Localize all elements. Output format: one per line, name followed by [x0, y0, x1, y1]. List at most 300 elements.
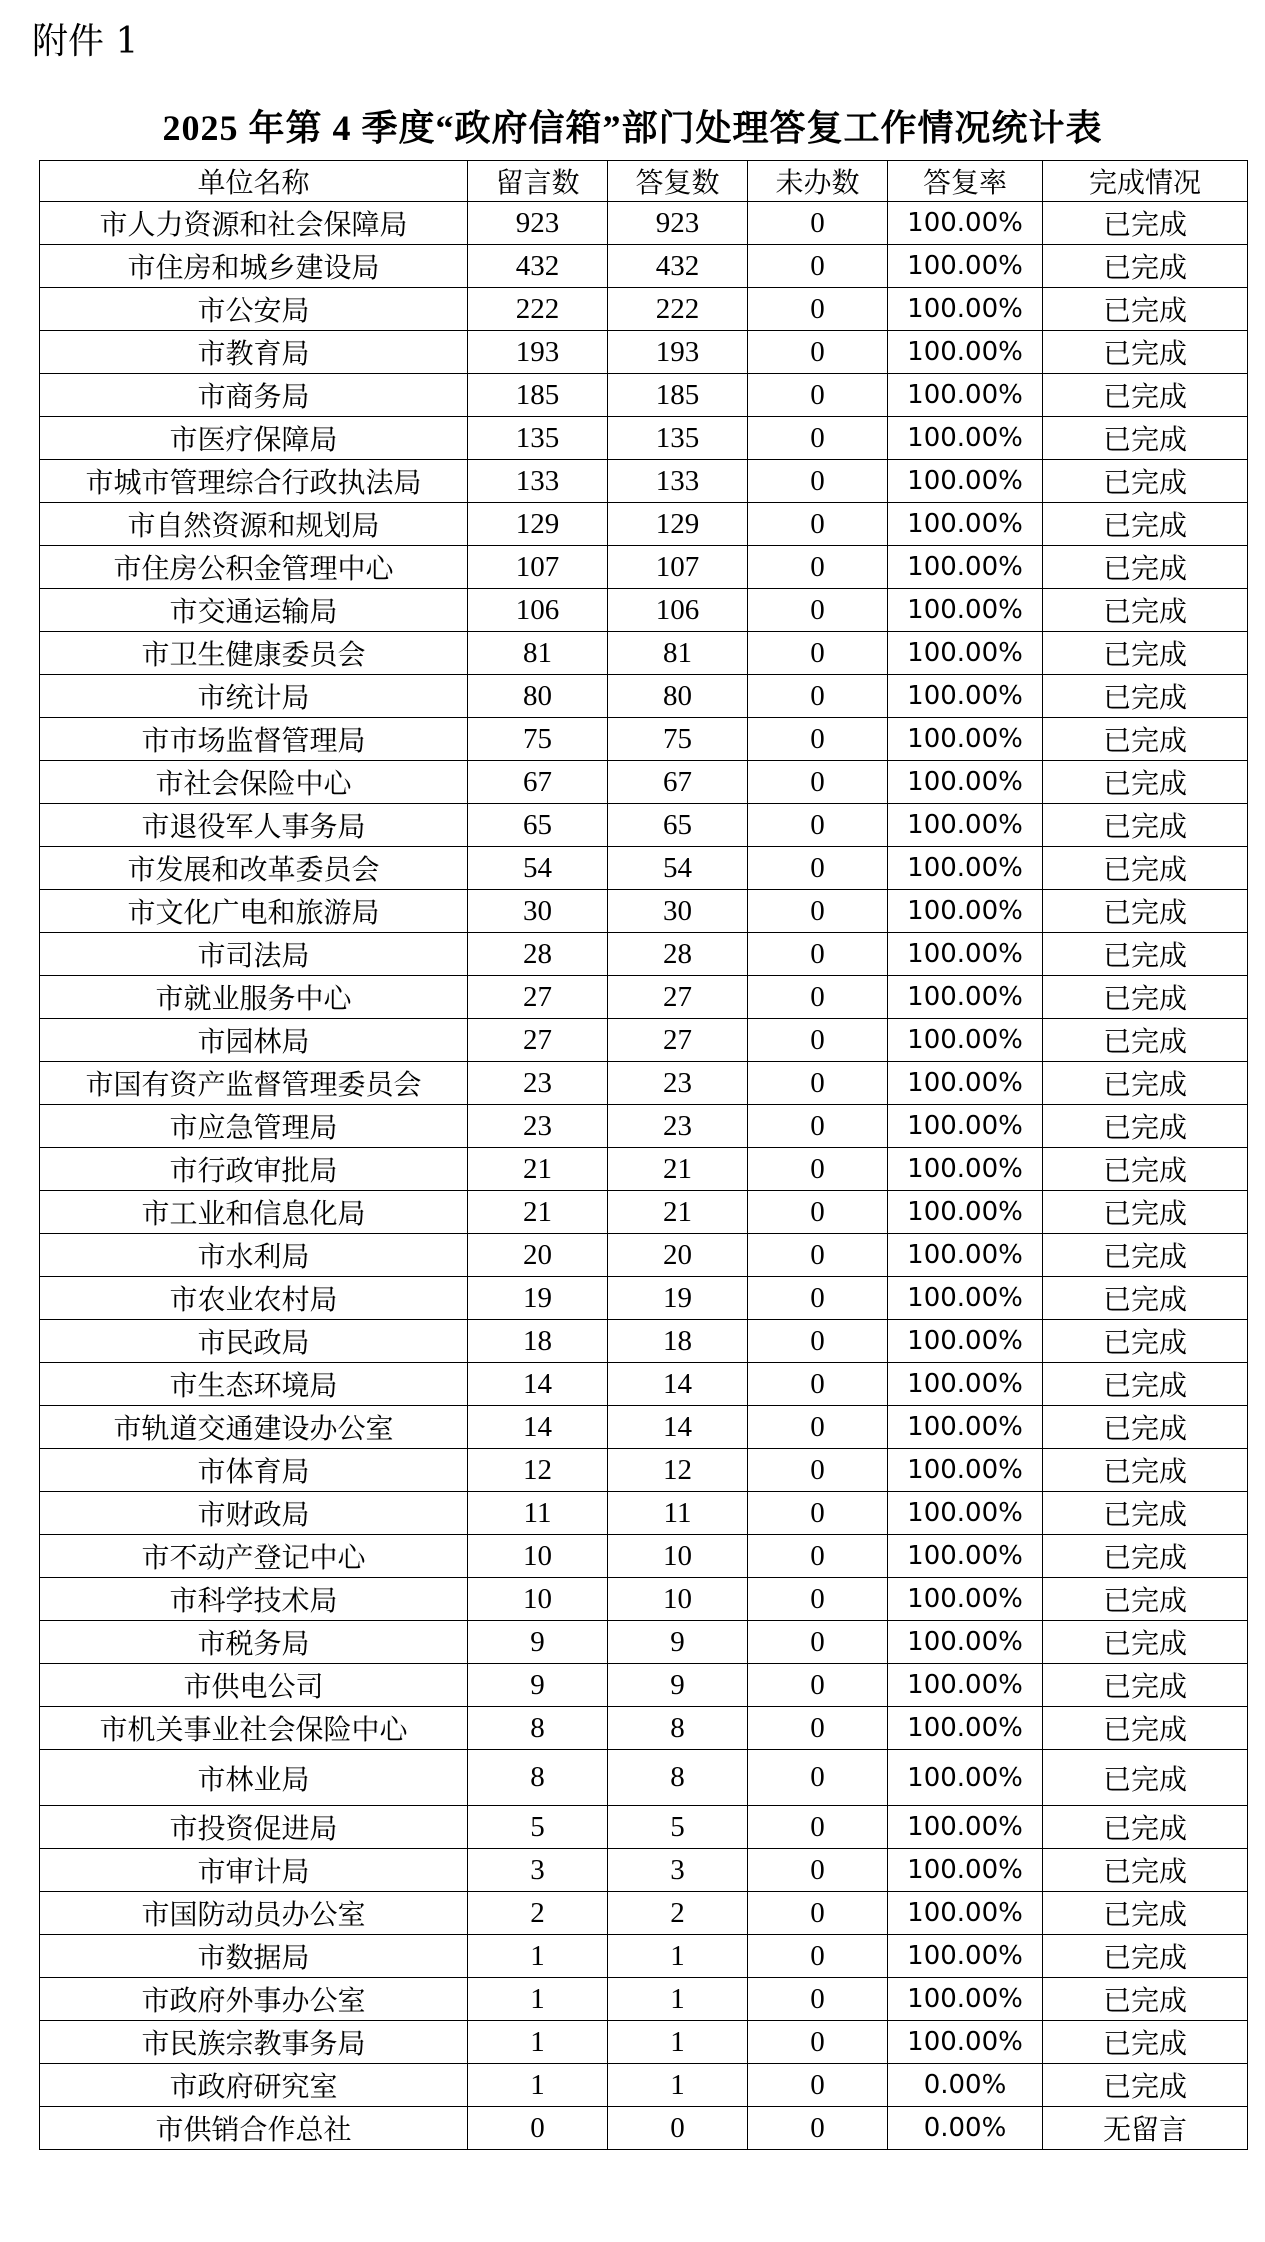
- cell-replies: 23: [608, 1062, 748, 1105]
- cell-replies: 27: [608, 976, 748, 1019]
- cell-replies: 432: [608, 245, 748, 288]
- cell-status: 已完成: [1043, 1062, 1248, 1105]
- cell-messages: 107: [468, 546, 608, 589]
- cell-unit-name: 市供电公司: [40, 1664, 468, 1707]
- cell-reply-rate: 100.00%: [888, 1664, 1043, 1707]
- cell-unit-name: 市发展和改革委员会: [40, 847, 468, 890]
- cell-messages: 222: [468, 288, 608, 331]
- cell-pending: 0: [748, 1892, 888, 1935]
- cell-pending: 0: [748, 1978, 888, 2021]
- cell-unit-name: 市机关事业社会保险中心: [40, 1707, 468, 1750]
- cell-status: 已完成: [1043, 1806, 1248, 1849]
- table-row: [40, 1105, 1248, 1148]
- cell-reply-rate: 100.00%: [888, 1062, 1043, 1105]
- cell-status: 已完成: [1043, 245, 1248, 288]
- table-row: [40, 1449, 1248, 1492]
- table-row: [40, 417, 1248, 460]
- cell-unit-name: 市工业和信息化局: [40, 1191, 468, 1234]
- cell-reply-rate: 100.00%: [888, 1277, 1043, 1320]
- table-header: [40, 161, 1248, 202]
- cell-status: 已完成: [1043, 546, 1248, 589]
- table-row: [40, 933, 1248, 976]
- cell-status: 已完成: [1043, 331, 1248, 374]
- table-row: [40, 1320, 1248, 1363]
- cell-status: 已完成: [1043, 2021, 1248, 2064]
- cell-messages: 1: [468, 2021, 608, 2064]
- cell-replies: 9: [608, 1621, 748, 1664]
- cell-replies: 1: [608, 2021, 748, 2064]
- cell-pending: 0: [748, 460, 888, 503]
- cell-reply-rate: 100.00%: [888, 976, 1043, 1019]
- statistics-table: [39, 160, 1248, 2150]
- cell-pending: 0: [748, 1449, 888, 1492]
- cell-unit-name: 市税务局: [40, 1621, 468, 1664]
- cell-reply-rate: 100.00%: [888, 1320, 1043, 1363]
- table-row: [40, 761, 1248, 804]
- cell-messages: 23: [468, 1105, 608, 1148]
- table-row: [40, 1806, 1248, 1849]
- cell-unit-name: 市轨道交通建设办公室: [40, 1406, 468, 1449]
- cell-status: 已完成: [1043, 1492, 1248, 1535]
- cell-replies: 10: [608, 1535, 748, 1578]
- table-row: [40, 546, 1248, 589]
- cell-pending: 0: [748, 2064, 888, 2107]
- cell-status: 已完成: [1043, 589, 1248, 632]
- cell-unit-name: 市就业服务中心: [40, 976, 468, 1019]
- cell-replies: 11: [608, 1492, 748, 1535]
- cell-unit-name: 市审计局: [40, 1849, 468, 1892]
- attachment-label: 附件 1: [32, 21, 139, 62]
- cell-replies: 133: [608, 460, 748, 503]
- table-row: [40, 632, 1248, 675]
- cell-pending: 0: [748, 1707, 888, 1750]
- table-row: [40, 2064, 1248, 2107]
- cell-messages: 14: [468, 1406, 608, 1449]
- cell-status: 已完成: [1043, 288, 1248, 331]
- cell-replies: 21: [608, 1148, 748, 1191]
- table-row: [40, 1492, 1248, 1535]
- cell-messages: 65: [468, 804, 608, 847]
- cell-replies: 12: [608, 1449, 748, 1492]
- cell-replies: 185: [608, 374, 748, 417]
- cell-messages: 21: [468, 1148, 608, 1191]
- cell-messages: 30: [468, 890, 608, 933]
- cell-status: 已完成: [1043, 933, 1248, 976]
- table-row: [40, 675, 1248, 718]
- cell-replies: 14: [608, 1406, 748, 1449]
- table-row: [40, 1664, 1248, 1707]
- cell-unit-name: 市公安局: [40, 288, 468, 331]
- cell-pending: 0: [748, 1363, 888, 1406]
- cell-status: 已完成: [1043, 976, 1248, 1019]
- cell-status: 已完成: [1043, 503, 1248, 546]
- table-row: [40, 503, 1248, 546]
- cell-messages: 0: [468, 2107, 608, 2150]
- cell-reply-rate: 0.00%: [888, 2064, 1043, 2107]
- cell-messages: 21: [468, 1191, 608, 1234]
- table-row: [40, 890, 1248, 933]
- cell-status: 已完成: [1043, 675, 1248, 718]
- cell-reply-rate: 100.00%: [888, 890, 1043, 933]
- table-row: [40, 1062, 1248, 1105]
- cell-messages: 1: [468, 2064, 608, 2107]
- cell-status: 已完成: [1043, 460, 1248, 503]
- cell-reply-rate: 100.00%: [888, 1578, 1043, 1621]
- cell-status: 已完成: [1043, 1449, 1248, 1492]
- cell-replies: 222: [608, 288, 748, 331]
- cell-unit-name: 市文化广电和旅游局: [40, 890, 468, 933]
- cell-pending: 0: [748, 1062, 888, 1105]
- cell-reply-rate: 100.00%: [888, 546, 1043, 589]
- cell-messages: 135: [468, 417, 608, 460]
- cell-status: 已完成: [1043, 1935, 1248, 1978]
- cell-reply-rate: 100.00%: [888, 847, 1043, 890]
- cell-replies: 21: [608, 1191, 748, 1234]
- cell-reply-rate: 100.00%: [888, 761, 1043, 804]
- cell-replies: 1: [608, 1978, 748, 2021]
- cell-unit-name: 市住房公积金管理中心: [40, 546, 468, 589]
- table-body: [40, 202, 1248, 2150]
- cell-messages: 193: [468, 331, 608, 374]
- cell-unit-name: 市城市管理综合行政执法局: [40, 460, 468, 503]
- cell-status: 已完成: [1043, 1750, 1248, 1806]
- cell-reply-rate: 100.00%: [888, 374, 1043, 417]
- table-row: [40, 1621, 1248, 1664]
- table-row: [40, 718, 1248, 761]
- cell-replies: 1: [608, 2064, 748, 2107]
- cell-unit-name: 市数据局: [40, 1935, 468, 1978]
- cell-status: 已完成: [1043, 202, 1248, 245]
- cell-status: 已完成: [1043, 847, 1248, 890]
- cell-pending: 0: [748, 675, 888, 718]
- cell-pending: 0: [748, 1806, 888, 1849]
- header-unit-name: 单位名称: [40, 161, 468, 202]
- cell-replies: 3: [608, 1849, 748, 1892]
- cell-unit-name: 市行政审批局: [40, 1148, 468, 1191]
- cell-unit-name: 市政府研究室: [40, 2064, 468, 2107]
- cell-reply-rate: 100.00%: [888, 288, 1043, 331]
- cell-unit-name: 市教育局: [40, 331, 468, 374]
- cell-reply-rate: 100.00%: [888, 503, 1043, 546]
- cell-unit-name: 市社会保险中心: [40, 761, 468, 804]
- cell-unit-name: 市退役军人事务局: [40, 804, 468, 847]
- cell-replies: 65: [608, 804, 748, 847]
- table-row: [40, 245, 1248, 288]
- cell-messages: 81: [468, 632, 608, 675]
- cell-messages: 20: [468, 1234, 608, 1277]
- cell-status: 无留言: [1043, 2107, 1248, 2150]
- cell-status: 已完成: [1043, 1892, 1248, 1935]
- table-row: [40, 1234, 1248, 1277]
- cell-pending: 0: [748, 1105, 888, 1148]
- header-row: [40, 161, 1248, 202]
- cell-replies: 107: [608, 546, 748, 589]
- cell-messages: 5: [468, 1806, 608, 1849]
- cell-status: 已完成: [1043, 1105, 1248, 1148]
- cell-messages: 9: [468, 1621, 608, 1664]
- header-status: 完成情况: [1043, 161, 1248, 202]
- table-row: [40, 2021, 1248, 2064]
- cell-unit-name: 市园林局: [40, 1019, 468, 1062]
- cell-replies: 23: [608, 1105, 748, 1148]
- cell-pending: 0: [748, 847, 888, 890]
- cell-status: 已完成: [1043, 2064, 1248, 2107]
- cell-replies: 193: [608, 331, 748, 374]
- cell-reply-rate: 100.00%: [888, 1148, 1043, 1191]
- cell-pending: 0: [748, 1621, 888, 1664]
- cell-unit-name: 市生态环境局: [40, 1363, 468, 1406]
- cell-status: 已完成: [1043, 761, 1248, 804]
- cell-unit-name: 市不动产登记中心: [40, 1535, 468, 1578]
- cell-reply-rate: 100.00%: [888, 1234, 1043, 1277]
- cell-unit-name: 市林业局: [40, 1750, 468, 1806]
- cell-replies: 19: [608, 1277, 748, 1320]
- cell-pending: 0: [748, 804, 888, 847]
- cell-status: 已完成: [1043, 1849, 1248, 1892]
- table-row: [40, 976, 1248, 1019]
- cell-messages: 106: [468, 589, 608, 632]
- cell-replies: 1: [608, 1935, 748, 1978]
- cell-replies: 8: [608, 1750, 748, 1806]
- cell-replies: 75: [608, 718, 748, 761]
- cell-replies: 28: [608, 933, 748, 976]
- cell-replies: 10: [608, 1578, 748, 1621]
- cell-unit-name: 市卫生健康委员会: [40, 632, 468, 675]
- table-row: [40, 1406, 1248, 1449]
- cell-reply-rate: 100.00%: [888, 1406, 1043, 1449]
- table-row: [40, 847, 1248, 890]
- cell-pending: 0: [748, 503, 888, 546]
- cell-unit-name: 市财政局: [40, 1492, 468, 1535]
- table-row: [40, 1935, 1248, 1978]
- cell-unit-name: 市国防动员办公室: [40, 1892, 468, 1935]
- cell-unit-name: 市政府外事办公室: [40, 1978, 468, 2021]
- page-title: 2025 年第 4 季度“政府信箱”部门处理答复工作情况统计表: [162, 108, 1103, 148]
- table-row: [40, 589, 1248, 632]
- cell-replies: 8: [608, 1707, 748, 1750]
- cell-unit-name: 市交通运输局: [40, 589, 468, 632]
- table-row: [40, 1578, 1248, 1621]
- cell-messages: 11: [468, 1492, 608, 1535]
- cell-messages: 133: [468, 460, 608, 503]
- cell-status: 已完成: [1043, 890, 1248, 933]
- cell-pending: 0: [748, 1277, 888, 1320]
- table-row: [40, 1363, 1248, 1406]
- cell-replies: 20: [608, 1234, 748, 1277]
- cell-status: 已完成: [1043, 1578, 1248, 1621]
- cell-messages: 75: [468, 718, 608, 761]
- cell-reply-rate: 100.00%: [888, 589, 1043, 632]
- cell-unit-name: 市应急管理局: [40, 1105, 468, 1148]
- cell-reply-rate: 100.00%: [888, 1707, 1043, 1750]
- cell-status: 已完成: [1043, 1019, 1248, 1062]
- cell-unit-name: 市统计局: [40, 675, 468, 718]
- cell-messages: 1: [468, 1935, 608, 1978]
- cell-messages: 10: [468, 1535, 608, 1578]
- cell-reply-rate: 100.00%: [888, 1806, 1043, 1849]
- cell-pending: 0: [748, 1234, 888, 1277]
- table-row: [40, 288, 1248, 331]
- cell-messages: 3: [468, 1849, 608, 1892]
- cell-status: 已完成: [1043, 1978, 1248, 2021]
- cell-messages: 19: [468, 1277, 608, 1320]
- cell-status: 已完成: [1043, 1535, 1248, 1578]
- table-row: [40, 1849, 1248, 1892]
- cell-messages: 923: [468, 202, 608, 245]
- cell-messages: 432: [468, 245, 608, 288]
- cell-messages: 9: [468, 1664, 608, 1707]
- cell-status: 已完成: [1043, 804, 1248, 847]
- cell-messages: 80: [468, 675, 608, 718]
- table-row: [40, 1978, 1248, 2021]
- cell-messages: 67: [468, 761, 608, 804]
- cell-pending: 0: [748, 331, 888, 374]
- cell-replies: 135: [608, 417, 748, 460]
- cell-pending: 0: [748, 1664, 888, 1707]
- cell-messages: 27: [468, 976, 608, 1019]
- cell-reply-rate: 100.00%: [888, 1492, 1043, 1535]
- table-row: [40, 1148, 1248, 1191]
- cell-messages: 12: [468, 1449, 608, 1492]
- cell-pending: 0: [748, 1406, 888, 1449]
- cell-replies: 923: [608, 202, 748, 245]
- cell-status: 已完成: [1043, 1320, 1248, 1363]
- table-row: [40, 1191, 1248, 1234]
- cell-reply-rate: 100.00%: [888, 632, 1043, 675]
- cell-pending: 0: [748, 1578, 888, 1621]
- cell-messages: 1: [468, 1978, 608, 2021]
- cell-replies: 30: [608, 890, 748, 933]
- table-row: [40, 804, 1248, 847]
- cell-pending: 0: [748, 890, 888, 933]
- cell-reply-rate: 100.00%: [888, 1750, 1043, 1806]
- cell-status: 已完成: [1043, 1234, 1248, 1277]
- cell-reply-rate: 100.00%: [888, 1935, 1043, 1978]
- cell-replies: 129: [608, 503, 748, 546]
- cell-unit-name: 市住房和城乡建设局: [40, 245, 468, 288]
- cell-unit-name: 市体育局: [40, 1449, 468, 1492]
- cell-messages: 28: [468, 933, 608, 976]
- cell-reply-rate: 100.00%: [888, 202, 1043, 245]
- cell-pending: 0: [748, 374, 888, 417]
- cell-messages: 185: [468, 374, 608, 417]
- cell-pending: 0: [748, 1750, 888, 1806]
- cell-status: 已完成: [1043, 417, 1248, 460]
- cell-replies: 14: [608, 1363, 748, 1406]
- cell-reply-rate: 100.00%: [888, 1105, 1043, 1148]
- cell-reply-rate: 100.00%: [888, 245, 1043, 288]
- table-row: [40, 1892, 1248, 1935]
- cell-replies: 9: [608, 1664, 748, 1707]
- table-row: [40, 1707, 1248, 1750]
- cell-reply-rate: 100.00%: [888, 1191, 1043, 1234]
- cell-unit-name: 市商务局: [40, 374, 468, 417]
- cell-pending: 0: [748, 1849, 888, 1892]
- cell-replies: 80: [608, 675, 748, 718]
- cell-messages: 27: [468, 1019, 608, 1062]
- cell-unit-name: 市医疗保障局: [40, 417, 468, 460]
- cell-unit-name: 市民政局: [40, 1320, 468, 1363]
- cell-pending: 0: [748, 245, 888, 288]
- cell-unit-name: 市自然资源和规划局: [40, 503, 468, 546]
- cell-messages: 129: [468, 503, 608, 546]
- cell-reply-rate: 100.00%: [888, 1019, 1043, 1062]
- cell-unit-name: 市投资促进局: [40, 1806, 468, 1849]
- cell-reply-rate: 100.00%: [888, 804, 1043, 847]
- cell-status: 已完成: [1043, 1621, 1248, 1664]
- cell-reply-rate: 0.00%: [888, 2107, 1043, 2150]
- header-replies: 答复数: [608, 161, 748, 202]
- table-row: [40, 374, 1248, 417]
- cell-pending: 0: [748, 632, 888, 675]
- cell-unit-name: 市供销合作总社: [40, 2107, 468, 2150]
- cell-messages: 8: [468, 1707, 608, 1750]
- cell-messages: 23: [468, 1062, 608, 1105]
- cell-reply-rate: 100.00%: [888, 1621, 1043, 1664]
- cell-pending: 0: [748, 718, 888, 761]
- cell-replies: 81: [608, 632, 748, 675]
- cell-replies: 5: [608, 1806, 748, 1849]
- cell-replies: 54: [608, 847, 748, 890]
- table-row: [40, 331, 1248, 374]
- cell-pending: 0: [748, 1320, 888, 1363]
- cell-reply-rate: 100.00%: [888, 933, 1043, 976]
- cell-messages: 8: [468, 1750, 608, 1806]
- cell-pending: 0: [748, 417, 888, 460]
- cell-unit-name: 市民族宗教事务局: [40, 2021, 468, 2064]
- cell-pending: 0: [748, 1148, 888, 1191]
- cell-reply-rate: 100.00%: [888, 1449, 1043, 1492]
- cell-replies: 2: [608, 1892, 748, 1935]
- cell-unit-name: 市水利局: [40, 1234, 468, 1277]
- table-row: [40, 460, 1248, 503]
- cell-pending: 0: [748, 1492, 888, 1535]
- cell-messages: 54: [468, 847, 608, 890]
- cell-reply-rate: 100.00%: [888, 675, 1043, 718]
- cell-pending: 0: [748, 761, 888, 804]
- cell-pending: 0: [748, 288, 888, 331]
- table-row: [40, 2107, 1248, 2150]
- cell-status: 已完成: [1043, 1277, 1248, 1320]
- cell-status: 已完成: [1043, 1363, 1248, 1406]
- cell-messages: 18: [468, 1320, 608, 1363]
- cell-reply-rate: 100.00%: [888, 718, 1043, 761]
- cell-status: 已完成: [1043, 374, 1248, 417]
- cell-reply-rate: 100.00%: [888, 460, 1043, 503]
- cell-reply-rate: 100.00%: [888, 417, 1043, 460]
- cell-pending: 0: [748, 202, 888, 245]
- cell-replies: 27: [608, 1019, 748, 1062]
- table-row: [40, 1019, 1248, 1062]
- cell-unit-name: 市科学技术局: [40, 1578, 468, 1621]
- cell-messages: 10: [468, 1578, 608, 1621]
- cell-pending: 0: [748, 589, 888, 632]
- cell-reply-rate: 100.00%: [888, 1892, 1043, 1935]
- header-pending: 未办数: [748, 161, 888, 202]
- cell-pending: 0: [748, 546, 888, 589]
- cell-replies: 0: [608, 2107, 748, 2150]
- table-row: [40, 1535, 1248, 1578]
- cell-messages: 14: [468, 1363, 608, 1406]
- cell-reply-rate: 100.00%: [888, 1535, 1043, 1578]
- cell-status: 已完成: [1043, 1707, 1248, 1750]
- cell-replies: 67: [608, 761, 748, 804]
- cell-reply-rate: 100.00%: [888, 1849, 1043, 1892]
- cell-pending: 0: [748, 2021, 888, 2064]
- cell-status: 已完成: [1043, 1191, 1248, 1234]
- table-row: [40, 1750, 1248, 1806]
- cell-unit-name: 市人力资源和社会保障局: [40, 202, 468, 245]
